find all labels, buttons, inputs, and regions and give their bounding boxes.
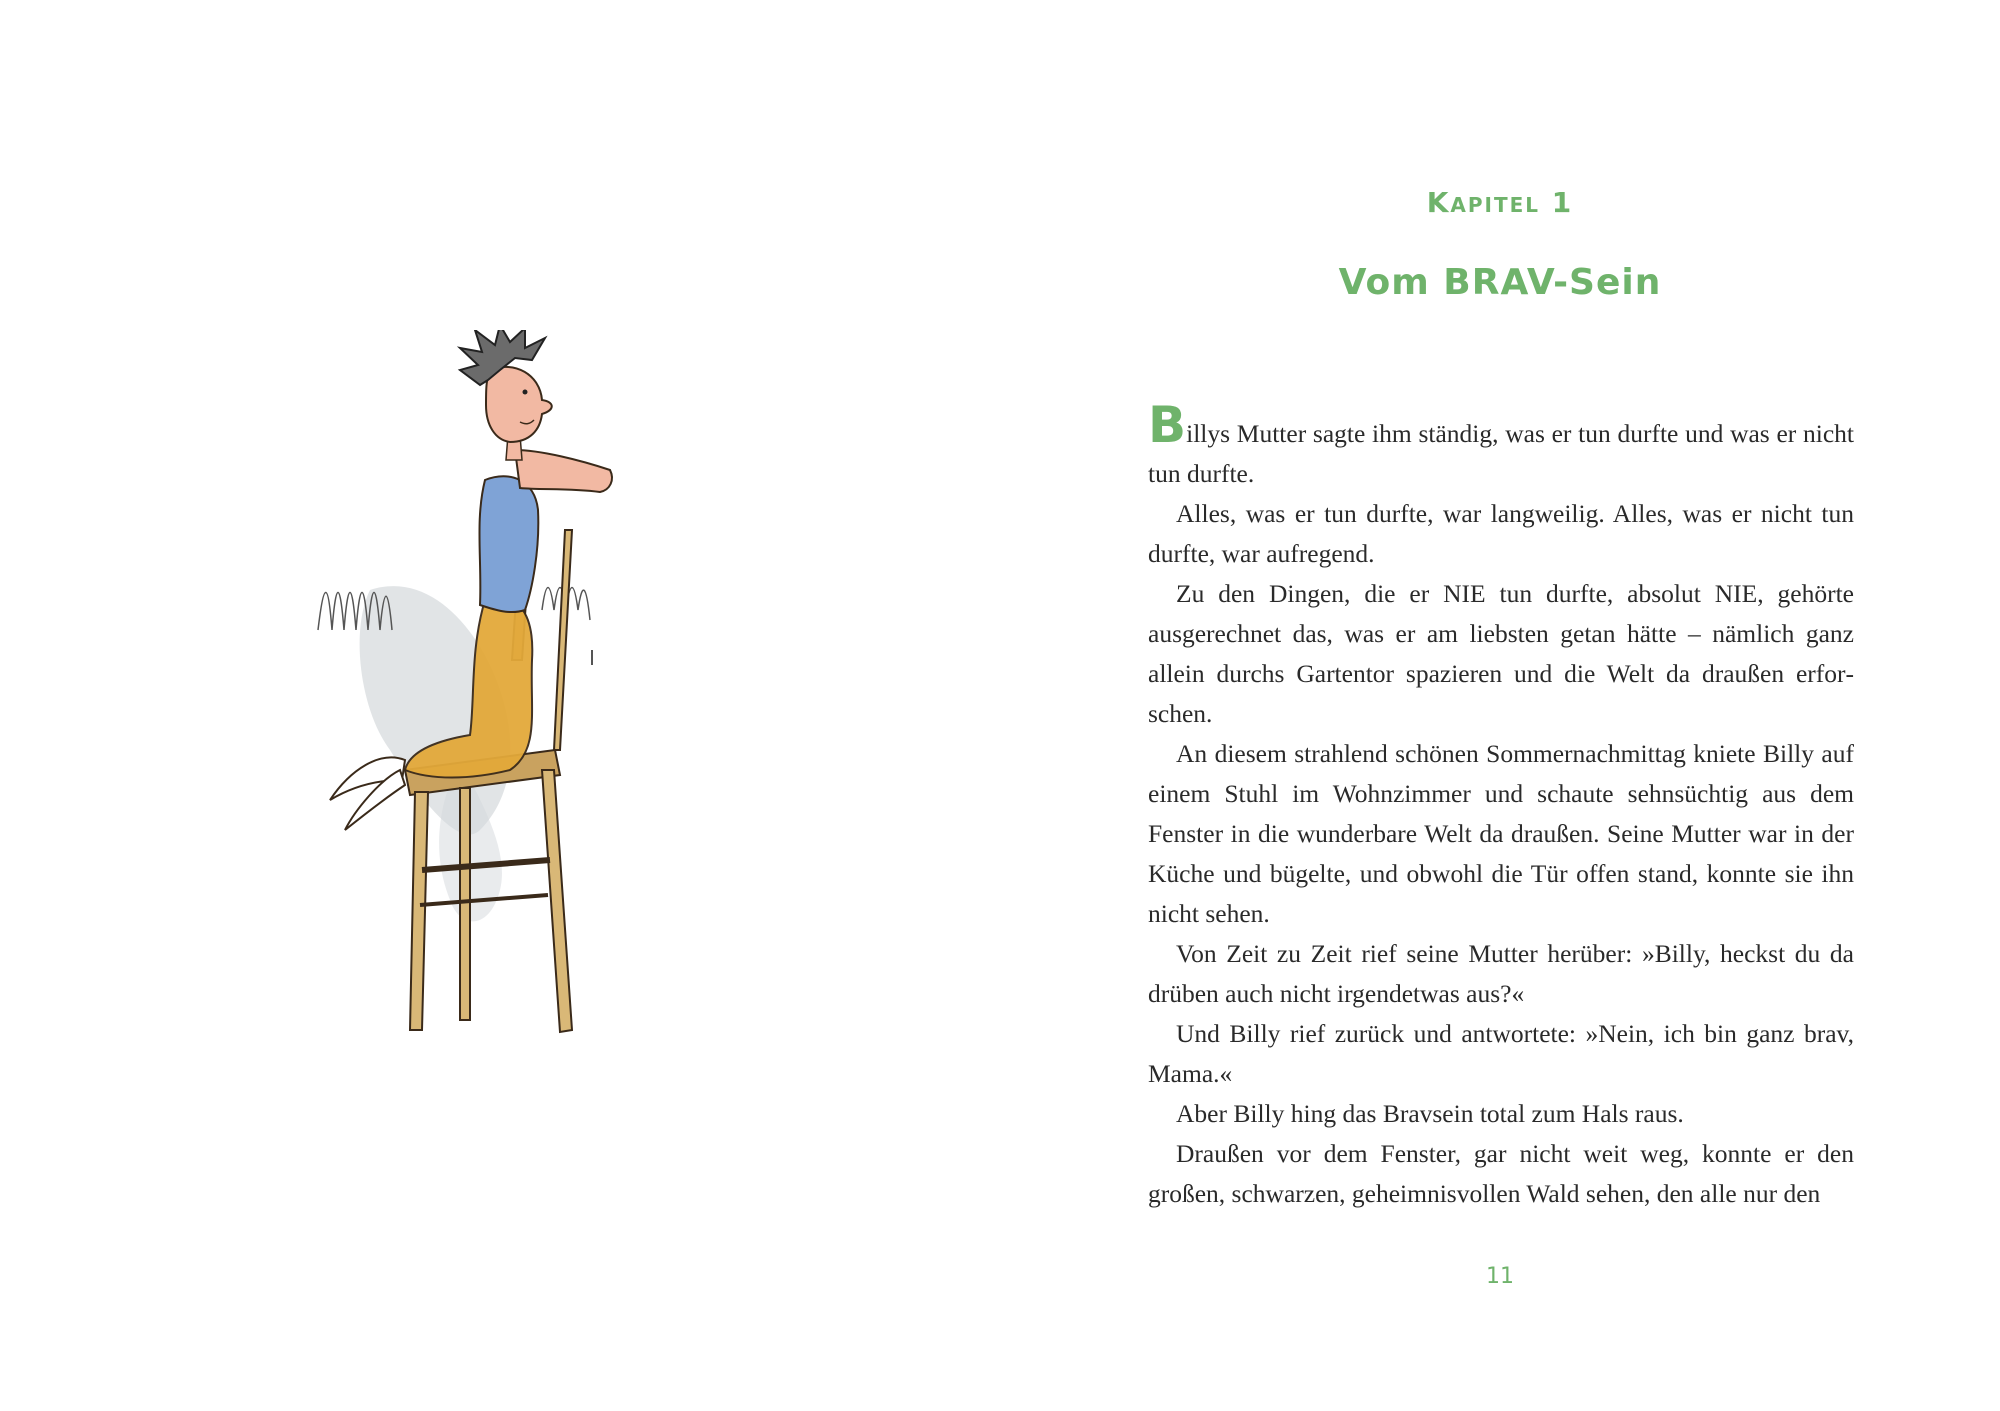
right-page xyxy=(1000,0,2000,1411)
paragraph: Und Billy rief zurück und antwortete: »Nein, ich bin ganz brav, Mama.« xyxy=(1148,1019,1854,1088)
chapter-title: Vom BRAV-Sein xyxy=(1338,262,1662,303)
drop-cap: B xyxy=(1148,396,1187,454)
chapter-body-text xyxy=(1148,396,1854,1214)
paragraph-text: illys Mutter sagte ihm ständig, was er tun durfte und was er nicht tun durfte. xyxy=(1148,419,1854,488)
page-number: 11 xyxy=(1486,1264,1514,1289)
paragraph xyxy=(1148,396,1854,494)
boy-kneeling-on-chair-illustration xyxy=(310,330,710,1050)
paragraph: Draußen vor dem Fenster, gar nicht weit weg, konnte er den großen, schwarzen, geheimnisvollen Wald sehen, den alle nur den xyxy=(1148,1139,1854,1208)
paragraph: Zu den Dingen, die er NIE tun durfte, absolut NIE, gehörte ausgerechnet das, was er am liebsten getan hätte – nämlich ganz allein durchs Gartentor spazieren und die Welt da draußen erforschen. xyxy=(1148,579,1854,728)
paragraph: Alles, was er tun durfte, war langweilig. Alles, was er nicht tun durfte, war aufregend. xyxy=(1148,499,1854,568)
chapter-label: Kapitel 1 xyxy=(1426,186,1574,219)
paragraph: An diesem strahlend schönen Sommernachmittag kniete Billy auf einem Stuhl im Wohnzimmer und schaute sehnsüchtig aus dem Fenster in die wunderbare Welt da draußen. Seine Mutter war in der Küche und bügelte, und obwohl die Tür offen stand, konnte sie ihn nicht sehen. xyxy=(1148,739,1854,928)
paragraph: Aber Billy hing das Bravsein total zum Hals raus. xyxy=(1176,1099,1684,1128)
paragraph: Von Zeit zu Zeit rief seine Mutter herüber: »Billy, heckst du da drüben auch nicht irgendetwas aus?« xyxy=(1148,939,1854,1008)
